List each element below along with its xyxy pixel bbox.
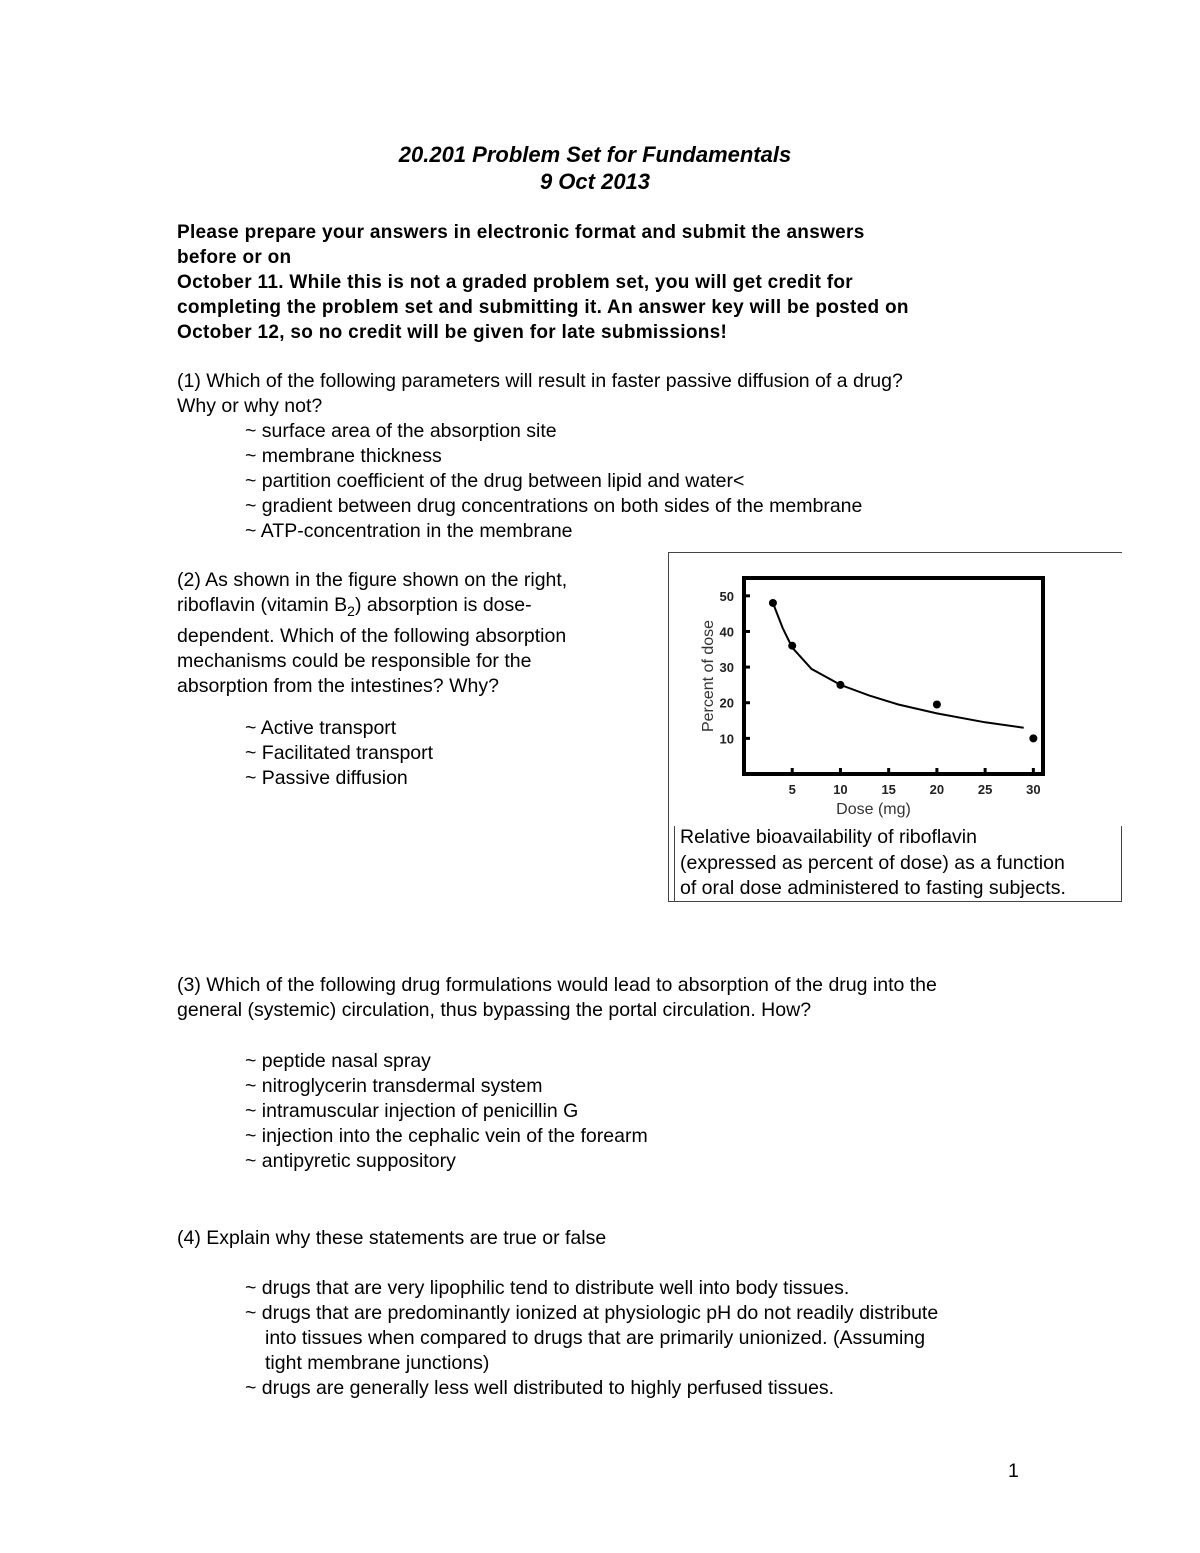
list-item: ~ drugs are generally less well distributed to highly perfused tissues. — [245, 1377, 835, 1399]
q2-line: mechanisms could be responsible for the — [177, 649, 532, 672]
list-item: ~ Facilitated transport — [245, 742, 434, 764]
q3-text — [177, 973, 937, 1023]
q2-line2-pre: riboflavin (vitamin B — [177, 594, 348, 616]
q3-line: general (systemic) circulation, thus bypassing the portal circulation. How? — [177, 999, 812, 1021]
data-point — [1029, 734, 1037, 742]
page-title: 20.201 Problem Set for Fundamentals — [398, 142, 792, 167]
x-tick-label: 5 — [788, 782, 796, 797]
list-item: ~ Passive diffusion — [245, 767, 408, 789]
list-item: ~ nitroglycerin transdermal system — [245, 1075, 543, 1097]
instruction-line: Please prepare your answers in electronic format and submit the answers — [177, 222, 865, 243]
q1-line: (1) Which of the following parameters will result in faster passive diffusion of a drug? — [177, 370, 903, 392]
list-item: ~ ATP-concentration in the membrane — [245, 520, 573, 542]
page-date: 9 Oct 2013 — [539, 169, 651, 194]
y-tick-label: 50 — [719, 588, 734, 604]
list-item: ~ drugs that are very lipophilic tend to distribute well into body tissues. — [245, 1277, 850, 1299]
plot-frame — [744, 578, 1043, 774]
figure-caption — [680, 825, 1120, 902]
page-number: 1 — [1008, 1460, 1019, 1482]
instruction-line: October 12, so no credit will be given for late submissions! — [177, 322, 728, 343]
x-tick-label: 30 — [1026, 782, 1041, 797]
q1-options — [245, 419, 862, 544]
q4-text — [177, 1226, 606, 1251]
list-item: ~ drugs that are predominantly ionized at physiologic pH do not readily distribute — [245, 1302, 939, 1324]
q2-line: absorption from the intestines? Why? — [177, 674, 499, 697]
instruction-line: completing the problem set and submitting it. An answer key will be posted on — [177, 297, 909, 318]
list-item: ~ intramuscular injection of penicillin G — [245, 1100, 579, 1122]
q2-line2-post: ) absorption is dose- — [354, 594, 532, 616]
q4-line: (4) Explain why these statements are true or false — [177, 1227, 607, 1249]
q4-statements — [245, 1276, 938, 1401]
x-tick-label: 10 — [833, 782, 848, 797]
list-item: ~ gradient between drug concentrations on both sides of the membrane — [245, 495, 863, 517]
instruction-line: October 11. While this is not a graded problem set, you will get credit for — [177, 272, 854, 293]
data-point — [769, 599, 777, 607]
list-item: ~ surface area of the absorption site — [245, 420, 557, 442]
q2-text — [177, 568, 647, 699]
q3-options — [245, 1049, 648, 1174]
x-tick-label: 15 — [881, 782, 896, 797]
y-axis-label: Percent of dose — [700, 619, 717, 733]
fit-curve — [773, 603, 1024, 728]
y-tick-label: 10 — [719, 731, 734, 747]
y-tick-label: 20 — [719, 695, 734, 711]
q2-subscript: 2 — [347, 602, 355, 619]
caption-line: (expressed as percent of dose) as a function — [680, 851, 1065, 874]
list-item: ~ peptide nasal spray — [245, 1050, 431, 1072]
q2-line: dependent. Which of the following absorption — [177, 624, 567, 647]
data-point — [933, 701, 941, 709]
y-tick-label: 40 — [719, 624, 734, 640]
q3-line: (3) Which of the following drug formulations would lead to absorption of the drug into the — [177, 974, 937, 996]
q1-line: Why or why not? — [177, 395, 323, 417]
x-tick-label: 20 — [929, 782, 945, 797]
list-item: ~ partition coefficient of the drug between lipid and water< — [245, 470, 745, 492]
list-item-continuation: tight membrane junctions) — [265, 1352, 490, 1374]
q2-line: (2) As shown in the figure shown on the right, — [177, 569, 568, 591]
data-point — [788, 642, 796, 650]
riboflavin-chart — [690, 565, 1060, 825]
caption-line: Relative bioavailability of riboflavin — [680, 826, 977, 848]
list-item-continuation: into tissues when compared to drugs that are primarily unionized. (Assuming — [265, 1327, 926, 1349]
data-point — [836, 681, 844, 689]
q1-text — [177, 369, 903, 419]
list-item: ~ membrane thickness — [245, 445, 442, 467]
caption-line: of oral dose administered to fasting subjects. — [680, 877, 1066, 899]
y-tick-label: 30 — [719, 660, 734, 676]
list-item: ~ injection into the cephalic vein of the forearm — [245, 1125, 648, 1147]
x-tick-label: 25 — [977, 782, 993, 797]
instructions — [177, 220, 1017, 345]
list-item: ~ Active transport — [245, 717, 397, 739]
instruction-line: before or on — [177, 247, 292, 268]
q2-options — [245, 716, 433, 791]
x-axis-label: Dose (mg) — [836, 801, 911, 818]
q2-line — [177, 593, 647, 624]
list-item: ~ antipyretic suppository — [245, 1150, 456, 1172]
